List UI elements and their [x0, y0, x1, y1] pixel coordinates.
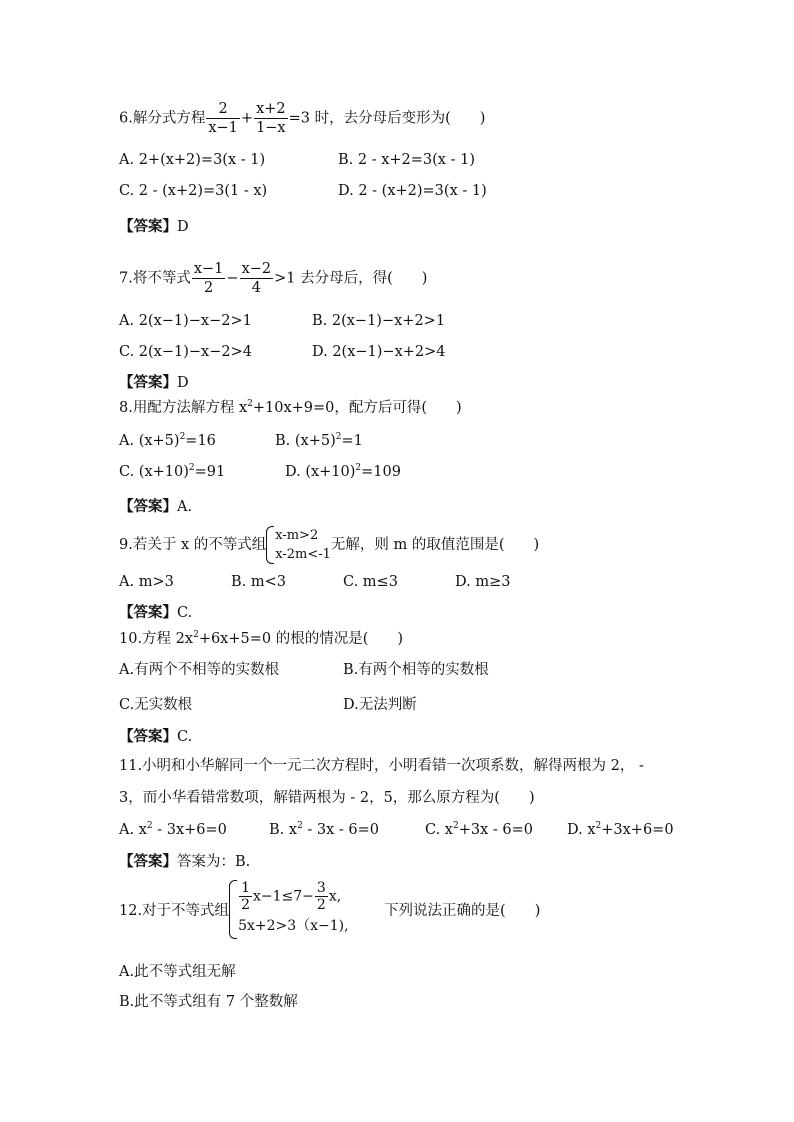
- q9-prefix: 9.若关于 x 的不等式组: [119, 537, 267, 553]
- q9-suffix: 无解，则 m 的取值范围是( ): [330, 537, 540, 553]
- q7-answer-label: 【答案】: [119, 375, 177, 391]
- q7-option-a: A. 2(x−1)−x−2>1: [119, 313, 252, 329]
- q7-suffix: >1 去分母后，得( ): [274, 270, 428, 287]
- q6-suffix: =3 时，去分母后变形为( ): [288, 110, 486, 127]
- q8-text-a: 8.用配方法解方程 x: [119, 400, 248, 416]
- q6-plus: +: [240, 110, 254, 127]
- q8-answer-value: A.: [177, 499, 193, 515]
- q10-option-c: C.无实数根: [119, 697, 193, 713]
- q6-option-b: B. 2 - x+2=3(x - 1): [338, 152, 475, 168]
- q6-fraction-2-numerator: x+2: [256, 101, 286, 117]
- q8-option-d: D. $(x+10)^2=109$: [285, 463, 401, 480]
- q6-fraction-1-numerator: 2: [218, 101, 228, 117]
- question-8-stem: [119, 398, 462, 418]
- q6-fraction-2: [254, 100, 288, 137]
- q10-answer: [119, 727, 192, 747]
- q10-option-a: A.有两个不相等的实数根: [119, 662, 280, 678]
- q7-option-c: C. 2(x−1)−x−2>4: [119, 344, 252, 360]
- q7-fraction-1-numerator: x−1: [193, 261, 224, 277]
- q9-answer: [119, 603, 192, 623]
- q6-answer-value: D: [177, 219, 189, 235]
- q7-answer: [119, 373, 189, 393]
- q11-option-b: B. $x^2 - 3x - 6=0$: [269, 821, 380, 838]
- q11-option-c: C. $x^2+3x - 6=0$: [425, 821, 533, 838]
- q6-option-a: A. 2+(x+2)=3(x - 1): [119, 152, 266, 168]
- q9-inequality-system: [266, 526, 331, 564]
- q10-option-b: B.有两个相等的实数根: [343, 662, 489, 678]
- q6-fraction-1: [206, 100, 240, 137]
- q10-exponent: 2: [193, 630, 199, 640]
- question-9-stem: [119, 526, 539, 564]
- q9-option-d: D. m≥3: [455, 574, 511, 590]
- q8-option-c: C. $(x+10)^2=91$: [119, 463, 226, 480]
- q7-fraction-2-numerator: x−2: [241, 261, 272, 277]
- q7-answer-value: D: [177, 375, 189, 391]
- q10-answer-label: 【答案】: [119, 729, 177, 745]
- q12-row-1-middle: x−1≤7−: [252, 888, 314, 905]
- q9-brace: [266, 526, 274, 564]
- question-7-stem: [119, 260, 427, 297]
- q8-answer-label: 【答案】: [119, 499, 177, 515]
- q12-inequality-system: [229, 880, 374, 939]
- q9-answer-value: C.: [177, 605, 193, 621]
- question-6-stem: [119, 100, 485, 137]
- q8-answer: [119, 497, 192, 517]
- q11-answer-label: 【答案】: [119, 854, 177, 870]
- q8-option-a: A. $(x+5)^2=16$: [119, 432, 216, 449]
- question-12-stem: [119, 880, 540, 939]
- q9-option-c: C. m≤3: [343, 574, 398, 590]
- q11-answer-value: 答案为：B.: [177, 854, 251, 870]
- question-11-line-1: 11.小明和小华解同一个一元二次方程时，小明看错一次项系数，解得两根为 2， -: [119, 758, 644, 774]
- q6-answer-label: 【答案】: [119, 219, 177, 235]
- q12-system-row-1: [238, 880, 374, 913]
- q12-option-b: B.此不等式组有 7 个整数解: [119, 994, 298, 1010]
- q12-fraction-1: $\frac{1}{2}$: [241, 880, 250, 913]
- q10-text-b: +6x+5=0 的根的情况是( ): [198, 631, 404, 647]
- q11-option-a: A. $x^2 - 3x+6=0$: [119, 821, 227, 838]
- q7-option-d: D. 2(x−1)−x+2>4: [312, 344, 446, 360]
- q12-suffix: 下列说法正确的是( ): [384, 903, 541, 919]
- q9-system-row-2: x-2m<-1: [275, 547, 331, 562]
- question-10-stem: [119, 629, 403, 649]
- q6-option-c: C. 2 - (x+2)=3(1 - x): [119, 183, 268, 199]
- q9-system-row-1: x-m>2: [275, 528, 319, 543]
- q12-system-row-2: 5x+2>3（x−1),: [238, 918, 349, 934]
- q12-option-a: A.此不等式组无解: [119, 964, 236, 980]
- q12-prefix: 12.对于不等式组: [119, 903, 230, 919]
- q12-fraction-2: $\frac{3}{2}$: [316, 880, 326, 913]
- q10-answer-value: C.: [177, 729, 193, 745]
- q7-minus: −: [226, 270, 239, 287]
- q7-fraction-2: [240, 260, 274, 297]
- q6-answer: [119, 217, 189, 237]
- q11-option-d: D. $x^2+3x+6=0$: [567, 821, 674, 838]
- q7-fraction-1: [192, 260, 226, 297]
- q12-row-1-end: x,: [328, 888, 342, 905]
- q10-text-a: 10.方程 2x: [119, 631, 194, 647]
- q7-prefix: 7.将不等式: [119, 270, 191, 287]
- q9-option-b: B. m<3: [231, 574, 286, 590]
- q12-brace: [229, 880, 237, 939]
- q9-answer-label: 【答案】: [119, 605, 177, 621]
- q10-option-d: D.无法判断: [343, 697, 417, 713]
- q6-prefix: 6.解分式方程: [119, 110, 206, 127]
- q9-option-a: A. m>3: [119, 574, 174, 590]
- q7-fraction-2-denominator: 4: [240, 278, 274, 297]
- q8-text-b: +10x+9=0，配方后可得( ): [252, 400, 462, 416]
- q8-exponent: 2: [247, 399, 253, 409]
- q7-option-b: B. 2(x−1)−x+2>1: [312, 313, 446, 329]
- q6-fraction-2-denominator: 1−x: [256, 120, 286, 136]
- q6-fraction-1-denominator: x−1: [208, 120, 238, 136]
- q7-fraction-1-denominator: 2: [192, 278, 226, 297]
- q6-option-d: D. 2 - (x+2)=3(x - 1): [338, 183, 487, 199]
- q8-option-b: B. $(x+5)^2=1$: [275, 432, 363, 449]
- q11-answer: [119, 852, 250, 872]
- question-11-line-2: 3，而小华看错常数项，解错两根为 - 2，5，那么原方程为( ): [119, 790, 535, 806]
